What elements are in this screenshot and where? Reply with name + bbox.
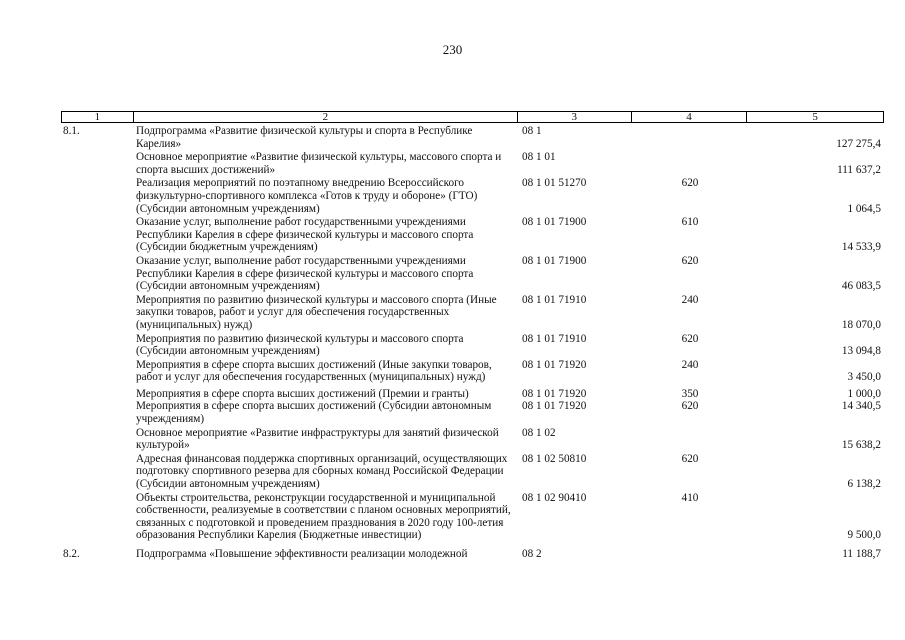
row-amount: 14 340,5 <box>841 400 881 413</box>
header-col-5: 5 <box>812 111 818 123</box>
row-amount: 18 070,0 <box>841 318 881 331</box>
header-col-1: 1 <box>62 112 134 122</box>
row-name: Мероприятия по развитию физической культуры и массового спорта (Субсидии автономным учреждениям) <box>136 332 464 358</box>
row-code: 08 1 01 71920 <box>522 400 587 413</box>
row-type: 240 <box>681 293 699 306</box>
table-row <box>61 388 884 401</box>
table-body <box>61 125 884 561</box>
row-code: 08 1 01 71910 <box>522 293 587 306</box>
row-name: Подпрограмма «Развитие физической культуры и спорта в Республике Карелия» <box>136 125 473 150</box>
row-name: Адресная финансовая поддержка спортивных организаций, осуществляющих подготовку спортивного резерва для сборных команд Российской Федерации (Субсидии автономным учреждениям) <box>136 452 508 491</box>
table-row <box>61 151 884 176</box>
row-number: 8.1. <box>63 125 80 137</box>
row-type: 620 <box>681 254 699 267</box>
row-amount: 46 083,5 <box>841 280 881 293</box>
row-amount: 111 637,2 <box>837 163 881 176</box>
row-name: Объекты строительства, реконструкции государственной и муниципальной собственности, реализуемые в соответствии с планом основных мероприятий, связанных с подготовкой и проведением празднования в 2020 году 100-летия образования Республики Карелия (Бюджетные инвестиции) <box>136 491 511 542</box>
row-name: Основное мероприятие «Развитие физической культуры, массового спорта и спорта высших достижений» <box>136 151 502 176</box>
row-name: Подпрограмма «Повышение эффективности реализации молодежной <box>136 548 468 560</box>
row-type: 620 <box>681 452 699 465</box>
table-row <box>61 492 884 542</box>
row-type: 620 <box>681 400 699 413</box>
table-row <box>61 125 884 150</box>
row-type: 610 <box>681 216 699 229</box>
row-code: 08 1 01 51270 <box>522 177 587 190</box>
row-code: 08 1 <box>522 125 542 137</box>
row-amount: 15 638,2 <box>841 439 881 452</box>
table-row <box>61 333 884 358</box>
table-row <box>61 453 884 491</box>
row-code: 08 1 01 <box>522 151 556 164</box>
table-row <box>61 216 884 254</box>
row-name: Мероприятия по развитию физической культуры и массового спорта (Иные закупки товаров, работ и услуг для обеспечения государственных (муниципальных) нужд) <box>136 293 497 331</box>
row-name: Оказание услуг, выполнение работ государственными учреждениями Республики Карелия в сфере физической культуры и массового спорта (Субсидии бюджетным учреждениям) <box>136 216 474 254</box>
row-name: Мероприятия в сфере спорта высших достижений (Субсидии автономным учреждениям) <box>136 400 492 426</box>
table-row <box>61 177 884 215</box>
row-type: 350 <box>681 387 699 400</box>
row-code: 08 1 01 71900 <box>522 254 587 267</box>
row-name: Оказание услуг, выполнение работ государственными учреждениями Республики Карелия в сфере физической культуры и массового спорта (Субсидии автономным учреждениям) <box>136 254 474 293</box>
table-row <box>61 400 884 425</box>
header-col-3: 3 <box>518 112 632 122</box>
row-code: 08 1 02 90410 <box>522 491 587 504</box>
row-name: Мероприятия в сфере спорта высших достижений (Иные закупки товаров, работ и услуг для обеспечения государственных (муниципальных) нужд) <box>136 358 492 384</box>
row-code: 08 2 <box>522 548 542 560</box>
row-code: 08 1 01 71900 <box>522 216 587 229</box>
row-code: 08 1 01 71920 <box>522 358 587 371</box>
row-amount: 14 533,9 <box>841 241 881 254</box>
row-type: 620 <box>681 177 699 190</box>
page-number: 230 <box>442 42 463 57</box>
row-code: 08 1 02 <box>522 426 556 439</box>
table-row <box>61 427 884 452</box>
table-row <box>61 255 884 293</box>
row-number: 8.2. <box>63 548 80 560</box>
row-type: 410 <box>681 491 699 504</box>
budget-table <box>61 111 884 561</box>
table-row <box>61 294 884 332</box>
header-col-4: 4 <box>632 112 748 122</box>
row-code: 08 1 01 71910 <box>522 332 587 345</box>
table-row <box>61 548 884 561</box>
row-type: 240 <box>681 358 699 371</box>
table-header <box>61 111 884 123</box>
table-row <box>61 359 884 384</box>
row-amount: 11 188,7 <box>842 548 881 560</box>
row-amount: 1 064,5 <box>847 202 881 215</box>
row-amount: 9 500,0 <box>847 529 881 542</box>
row-name: Реализация мероприятий по поэтапному внедрению Всероссийского физкультурно-спортивного комплекса «Готов к труду и обороне» (ГТО) (Субсидии автономным учреждениям) <box>136 177 478 215</box>
row-amount: 127 275,4 <box>836 137 881 150</box>
header-col-2: 2 <box>134 112 518 122</box>
row-amount: 13 094,8 <box>841 345 881 358</box>
row-type: 620 <box>681 332 699 345</box>
row-code: 08 1 02 50810 <box>522 452 587 465</box>
row-amount: 3 450,0 <box>847 371 881 384</box>
row-code: 08 1 01 71920 <box>522 387 587 400</box>
row-amount: 1 000,0 <box>847 387 881 400</box>
row-name: Мероприятия в сфере спорта высших достижений (Премии и гранты) <box>136 387 469 400</box>
row-amount: 6 138,2 <box>847 478 881 491</box>
row-name: Основное мероприятие «Развитие инфраструктуры для занятий физической культурой» <box>136 426 499 452</box>
